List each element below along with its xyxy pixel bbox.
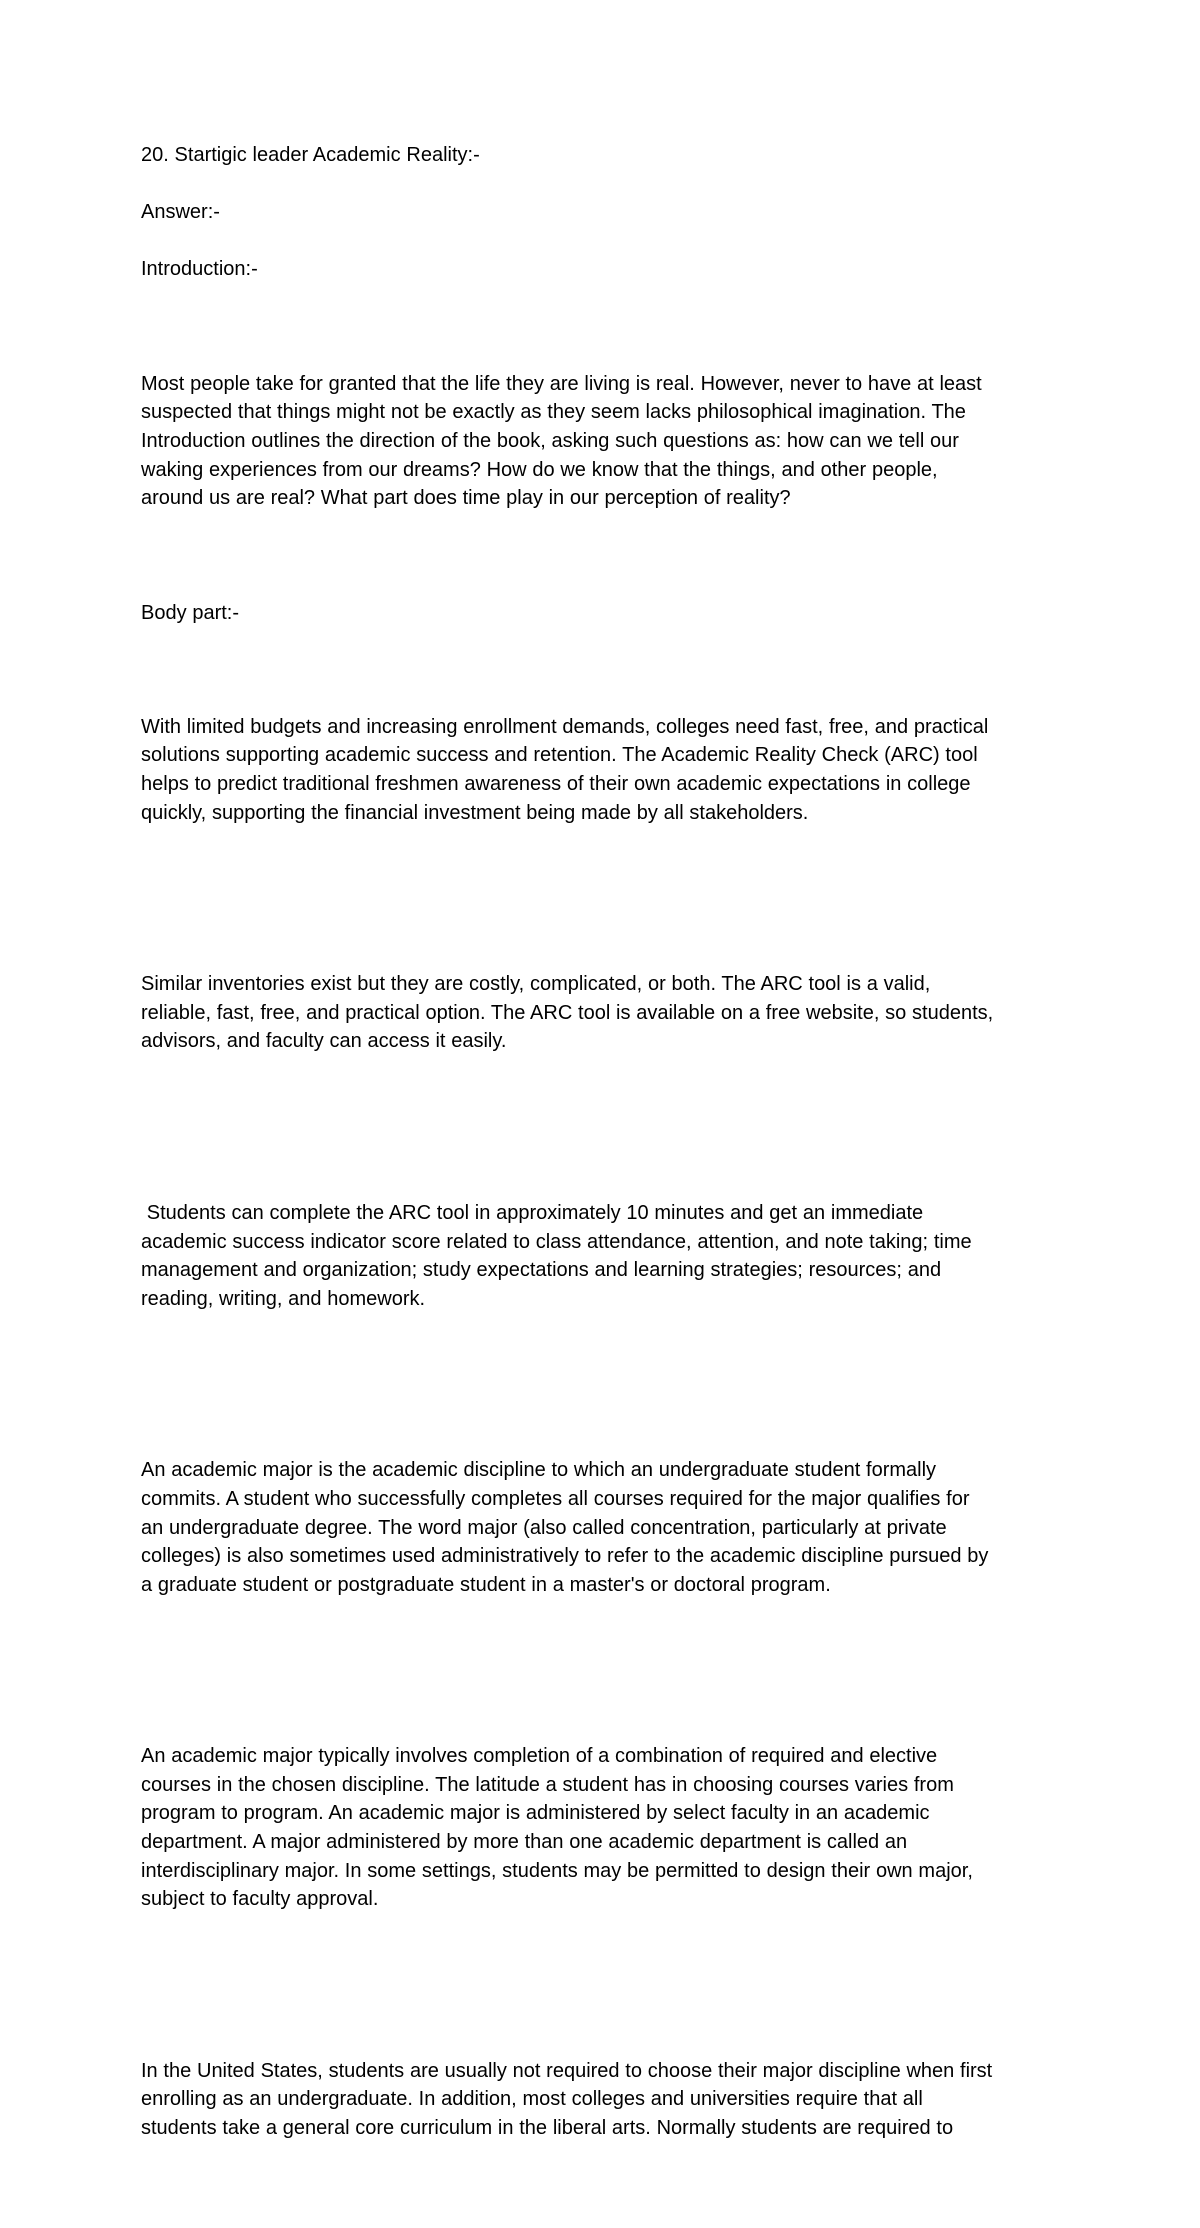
text-line: solutions supporting academic success and retention. The Academic Reality Check (ARC) tool: [141, 744, 978, 767]
text-line: Similar inventories exist but they are costly, complicated, or both. The ARC tool is a valid,: [141, 973, 931, 996]
text-line: academic success indicator score related to class attendance, attention, and note taking; time: [141, 1230, 972, 1253]
text-line: an undergraduate degree. The word major (also called concentration, particularly at private: [141, 1516, 947, 1539]
text-line: a graduate student or postgraduate student in a master's or doctoral program.: [141, 1573, 831, 1596]
text-line: courses in the chosen discipline. The latitude a student has in choosing courses varies from: [141, 1773, 954, 1796]
text-line: reliable, fast, free, and practical option. The ARC tool is available on a free website, so students,: [141, 1001, 994, 1024]
text-line: students take a general core curriculum in the liberal arts. Normally students are required to: [141, 2116, 954, 2139]
body-part-heading: Body part:-: [141, 601, 240, 624]
text-line: An academic major is the academic discipline to which an undergraduate student formally: [141, 1459, 937, 1482]
body-paragraph-arc-completion: [141, 1142, 1071, 1371]
text-line: Introduction outlines the direction of the book, asking such questions as: how can we tell our: [141, 429, 959, 452]
document-body: [141, 141, 1071, 2228]
text-line: subject to faculty approval.: [141, 1888, 379, 1911]
body-paragraph-major-requirements: [141, 1685, 1071, 1971]
text-line: commits. A student who successfully completes all courses required for the major qualifies for: [141, 1487, 970, 1510]
text-line: department. A major administered by more than one academic department is called an: [141, 1831, 908, 1854]
text-line: interdisciplinary major. In some settings, students may be permitted to design their own major,: [141, 1859, 973, 1882]
text-line: In the United States, students are usually not required to choose their major discipline when first: [141, 2059, 993, 2082]
text-line: An academic major typically involves completion of a combination of required and elective: [141, 1745, 938, 1768]
text-line: helps to predict traditional freshmen awareness of their own academic expectations in college: [141, 773, 971, 796]
body-paragraph-united-states: [141, 2000, 1071, 2200]
text-line: quickly, supporting the financial investment being made by all stakeholders.: [141, 801, 809, 824]
document-title: 20. Startigic leader Academic Reality:-: [141, 144, 480, 166]
text-line: waking experiences from our dreams? How do we know that the things, and other people,: [141, 458, 938, 481]
introduction-heading: Introduction:-: [141, 258, 258, 281]
text-line: suspected that things might not be exactly as they seem lacks philosophical imagination. The: [141, 401, 966, 424]
text-line: With limited budgets and increasing enrollment demands, colleges need fast, free, and practical: [141, 715, 989, 738]
text-line: enrolling as an undergraduate. In addition, most colleges and universities require that all: [141, 2088, 923, 2111]
text-line: management and organization; study expectations and learning strategies; resources; and: [141, 1259, 942, 1282]
text-line: Most people take for granted that the life they are living is real. However, never to have at least: [141, 372, 982, 395]
text-line: around us are real? What part does time play in our perception of reality?: [141, 487, 791, 510]
text-line: colleges) is also sometimes used administratively to refer to the academic discipline pursued by: [141, 1545, 989, 1568]
text-line: program to program. An academic major is administered by select faculty in an academic: [141, 1802, 930, 1825]
text-line: advisors, and faculty can access it easily.: [141, 1030, 507, 1053]
text-line: reading, writing, and homework.: [141, 1287, 426, 1310]
text-line: Students can complete the ARC tool in approximately 10 minutes and get an immediate: [141, 1201, 924, 1224]
body-paragraph-inventories: [141, 913, 1071, 1113]
introduction-paragraph: [141, 313, 1071, 570]
body-paragraph-academic-major: [141, 1399, 1071, 1656]
body-paragraph-arc-intro: [141, 656, 1071, 885]
answer-label: Answer:-: [141, 201, 220, 224]
